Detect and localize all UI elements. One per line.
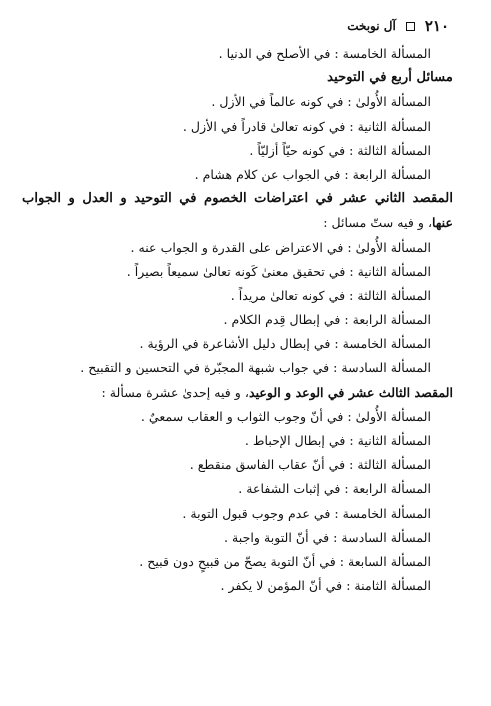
text-line: المسألة الأُولىٰ : في كونه عالماً في الأزل . <box>211 94 431 110</box>
text-line: المسألة الأُولىٰ : في أنّ وجوب الثواب و العقاب سمعيٌ . <box>140 408 431 424</box>
text-line: المسألة الأُولىٰ : في الاعتراض على القدرة و الجواب عنه . <box>130 239 431 255</box>
text-line: المسألة الرابعة : في إثبات الشفاعة . <box>238 481 431 497</box>
text-line: المسألة السابعة : في أنّ التوبة يصحّ من قبيحٍ دون قبيح . <box>139 553 431 569</box>
line-text: ، و فيه ستّ مسائل : <box>323 215 433 231</box>
square-ornament-icon <box>406 22 415 31</box>
section-heading: المقصد الثاني عشر في اعتراضات الخصوم في التوحيد و العدل و الجواب <box>22 191 453 207</box>
text-line: المسألة الثانية : في كونه تعالىٰ قادراً في الأزل . <box>182 118 431 134</box>
page-number: ٢١٠ <box>424 17 449 35</box>
text-line: المسألة الثامنة : في أنّ المؤمن لا يكفر . <box>220 578 431 594</box>
text-line <box>22 211 453 235</box>
text-line: المسألة الخامسة : في إبطال دليل الأشاعرة في الرؤية . <box>139 336 431 352</box>
line-text: ، و فيه إحدىٰ عشرة مسألة : <box>101 384 249 400</box>
text-line: المسألة الثانية : في إبطال الإحباط . <box>244 433 431 448</box>
text-line: المسألة السادسة : في جواب شبهة المجبّرة في التحسين و التقبيح . <box>80 360 431 376</box>
text-line: المسألة الثالثة : في أنّ عقاب الفاسق منقطع . <box>189 457 431 473</box>
page-content <box>22 42 453 598</box>
text-line <box>22 381 453 405</box>
text-line: المسألة الثانية : في تحقيق معنىٰ كَونه تعالىٰ سميعاً بصيراً . <box>126 263 431 279</box>
text-line: المسألة السادسة : في أنّ التوبة واجبة . <box>224 529 431 545</box>
text-line: المسألة الرابعة : في الجواب عن كلام هشام . <box>194 166 431 182</box>
text-line: المسألة الثالثة : في كونه حيّاً أزليّاً . <box>249 142 431 158</box>
text-line: المسألة الثالثة : في كونه تعالىٰ مريداً . <box>230 287 431 303</box>
text-line: المسألة الرابعة : في إبطال قِدم الكلام . <box>223 312 431 328</box>
section-heading-inline: المقصد الثالث عشر في الوعد و الوعيد <box>248 384 453 400</box>
heading-continuation: عنها <box>432 215 453 231</box>
text-line: المسألة الخامسة : في عدم وجوب قبول التوبة . <box>182 505 431 521</box>
running-header <box>22 14 453 38</box>
section-heading: مسائل أربع في التوحيد <box>327 70 453 86</box>
book-title: آل نوبخت <box>347 19 396 33</box>
text-line: المسألة الخامسة : في الأصلح في الدنيا . <box>218 46 431 61</box>
